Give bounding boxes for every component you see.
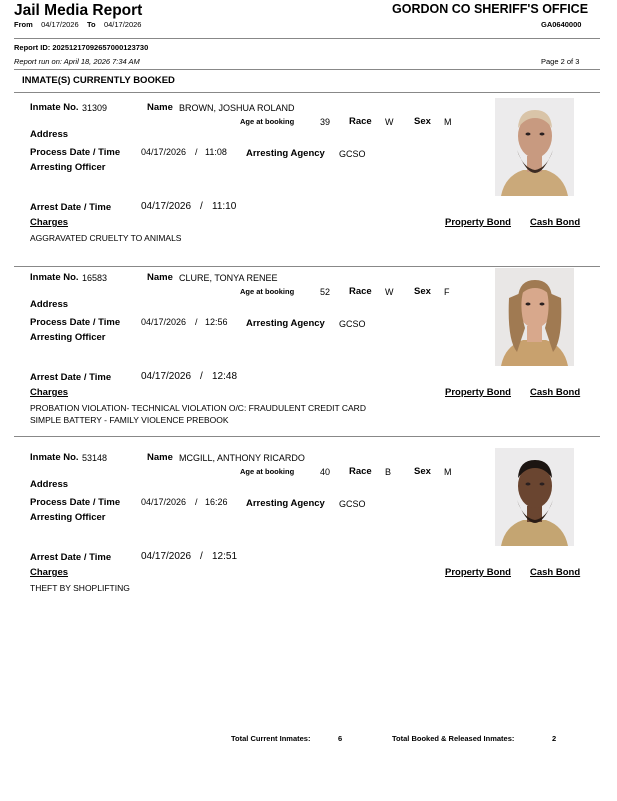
process-date-value: 04/17/2026 — [141, 317, 187, 327]
name-label: Name — [147, 452, 173, 463]
charges-label: Charges — [30, 387, 69, 398]
charges-list — [30, 582, 130, 594]
sex-value: M — [444, 117, 452, 127]
cash-bond-label: Cash Bond — [530, 217, 581, 228]
property-bond-label: Property Bond — [445, 217, 511, 228]
arrest-dt-label: Arrest Date / Time — [30, 552, 112, 563]
report-run-on: Report run on: April 18, 2026 7:34 AM — [14, 57, 140, 66]
process-slash: / — [195, 147, 198, 157]
process-date-value: 04/17/2026 — [141, 497, 187, 507]
arrest-time-value: 12:48 — [212, 371, 238, 382]
inmate-no-label: Inmate No. — [30, 452, 79, 463]
section-divider-top — [14, 69, 600, 70]
arresting-agency-label: Arresting Agency — [246, 148, 325, 159]
arresting-officer-label: Arresting Officer — [30, 162, 106, 173]
sex-label: Sex — [414, 466, 431, 477]
arrest-time-value: 12:51 — [212, 551, 238, 562]
name-value: MCGILL, ANTHONY RICARDO — [179, 453, 305, 463]
race-label: Race — [349, 116, 372, 127]
charges-list — [30, 232, 181, 244]
booking-photo — [495, 268, 574, 366]
race-value: W — [385, 287, 394, 297]
arresting-agency-label: Arresting Agency — [246, 498, 325, 509]
inmate-no-label: Inmate No. — [30, 102, 79, 113]
total-current-label: Total Current Inmates: — [231, 734, 311, 743]
mugshot-figure — [495, 98, 574, 196]
charge-item: PROBATION VIOLATION- TECHNICAL VIOLATION O/C: FRAUDULENT CREDIT CARD — [30, 403, 366, 413]
inmate-no-value: 16583 — [82, 273, 108, 283]
process-time-value: 11:08 — [205, 147, 227, 157]
inmate-record-16583 — [0, 266, 617, 436]
race-label: Race — [349, 286, 372, 297]
inmate-record-31309 — [0, 96, 617, 266]
charge-item: THEFT BY SHOPLIFTING — [30, 583, 130, 593]
arrest-dt-label: Arrest Date / Time — [30, 372, 112, 383]
cash-bond-label: Cash Bond — [530, 567, 581, 578]
address-label: Address — [30, 129, 69, 140]
section-title: INMATE(S) CURRENTLY BOOKED — [22, 75, 175, 86]
name-label: Name — [147, 272, 173, 283]
property-bond-label: Property Bond — [445, 567, 511, 578]
report-title: Jail Media Report — [14, 2, 143, 19]
arrest-date-value: 04/17/2026 — [141, 371, 192, 382]
date-range — [14, 20, 141, 29]
name-label: Name — [147, 102, 173, 113]
arresting-agency-label: Arresting Agency — [246, 318, 325, 329]
arresting-agency-value: GCSO — [339, 149, 366, 159]
age-label: Age at booking — [240, 467, 295, 476]
from-label: From — [14, 20, 33, 29]
charges-list — [30, 402, 366, 426]
arresting-officer-label: Arresting Officer — [30, 332, 106, 343]
report-id: Report ID: 20251217092657000123730 — [14, 43, 149, 52]
total-released-value: 2 — [552, 734, 557, 743]
arrest-time-value: 11:10 — [212, 201, 237, 212]
arresting-agency-value: GCSO — [339, 499, 366, 509]
arrest-date-value: 04/17/2026 — [141, 551, 192, 562]
sex-value: F — [444, 287, 450, 297]
process-date-value: 04/17/2026 — [141, 147, 187, 157]
race-value: W — [385, 117, 394, 127]
race-value: B — [385, 467, 392, 477]
process-slash: / — [195, 317, 198, 327]
agency-name: GORDON CO SHERIFF'S OFFICE — [392, 2, 589, 16]
race-label: Race — [349, 466, 372, 477]
age-label: Age at booking — [240, 287, 295, 296]
to-label: To — [86, 20, 96, 29]
agency-ori: GA0640000 — [541, 20, 582, 29]
name-value: BROWN, JOSHUA ROLAND — [179, 103, 295, 113]
section-divider-bottom — [14, 92, 600, 93]
booking-photo — [495, 98, 574, 196]
process-slash: / — [195, 497, 198, 507]
sex-label: Sex — [414, 286, 431, 297]
arresting-agency-value: GCSO — [339, 319, 366, 329]
page-number: Page 2 of 3 — [541, 57, 580, 66]
age-value: 39 — [320, 117, 331, 127]
arrest-slash: / — [200, 551, 203, 562]
inmate-no-value: 31309 — [82, 103, 108, 113]
arrest-slash: / — [200, 371, 203, 382]
inmate-record-53148 — [0, 446, 617, 616]
charges-label: Charges — [30, 217, 69, 228]
charges-label: Charges — [30, 567, 69, 578]
mugshot-figure — [495, 448, 574, 546]
charge-item: AGGRAVATED CRUELTY TO ANIMALS — [30, 233, 182, 243]
address-label: Address — [30, 479, 69, 490]
total-released-label: Total Booked & Released Inmates: — [392, 734, 515, 743]
process-time-value: 16:26 — [205, 497, 228, 507]
age-label: Age at booking — [240, 117, 295, 126]
inmate-no-label: Inmate No. — [30, 272, 79, 283]
arrest-dt-label: Arrest Date / Time — [30, 202, 112, 213]
arrest-date-value: 04/17/2026 — [141, 201, 192, 212]
cash-bond-label: Cash Bond — [530, 387, 581, 398]
name-value: CLURE, TONYA RENEE — [179, 273, 278, 283]
sex-label: Sex — [414, 116, 431, 127]
charge-item: SIMPLE BATTERY - FAMILY VIOLENCE PREBOOK — [30, 415, 229, 425]
process-dt-label: Process Date / Time — [30, 147, 121, 158]
property-bond-label: Property Bond — [445, 387, 511, 398]
record-divider — [14, 436, 600, 437]
arresting-officer-label: Arresting Officer — [30, 512, 106, 523]
age-value: 40 — [320, 467, 331, 477]
total-current-value: 6 — [338, 734, 343, 743]
from-date: 04/17/2026 — [41, 20, 79, 29]
age-value: 52 — [320, 287, 331, 297]
process-dt-label: Process Date / Time — [30, 317, 121, 328]
header-divider — [14, 38, 600, 39]
arrest-slash: / — [200, 201, 203, 212]
inmate-no-value: 53148 — [82, 453, 108, 463]
to-date: 04/17/2026 — [103, 20, 142, 29]
booking-photo — [495, 448, 574, 546]
address-label: Address — [30, 299, 69, 310]
process-dt-label: Process Date / Time — [30, 497, 121, 508]
sex-value: M — [444, 467, 452, 477]
process-time-value: 12:56 — [205, 317, 228, 327]
mugshot-figure — [495, 268, 574, 366]
